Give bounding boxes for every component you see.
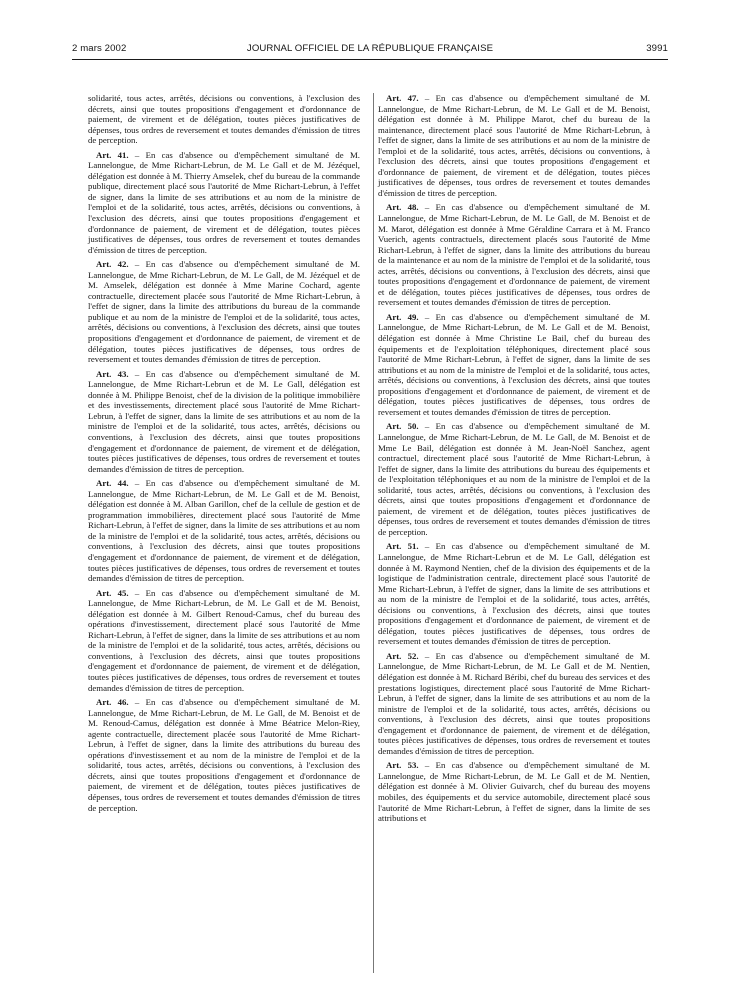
article-paragraph	[88, 478, 360, 583]
article-text: – En cas d'absence ou d'empêchement simultané de M. Lannelongue, de Mme Richart-Lebrun, de M. Le Gall, de M. Benoist et de M. Renoud-Camus, délégation est donnée à Mme Béatrice Melon-Riey, agente contractuelle, directement placée sous l'autorité de Mme Richart-Lebrun, à l'effet de signer, dans la limite des attributions du bureau des opérations d'investissement et au nom de la ministre de l'emploi et de la solidarité, tous actes, arrêtés, décisions ou conventions, à l'exclusion des décrets, ainsi que toutes propositions d'engagement et d'ordonnance de paiement, de virement et de délégation, toutes pièces justificatives de dépenses, tous ordres de reversement et toutes demandes d'émission de titres de perception.	[88, 697, 360, 813]
article-text: – En cas d'absence ou d'empêchement simultané de M. Lannelongue, de Mme Richart-Lebrun, de M. Le Gall, de M. Benoist et de M. Marot, délégation est donnée à Mme Géraldine Carrara et à M. Franco Vuerich, agents contractuels, directement placés sous l'autorité de Mme Richart-Lebrun, à l'effet de signer, dans la limite des attributions du bureau de la maintenance et au nom de la ministre de l'emploi et de la solidarité, tous actes, arrêtés, décisions ou conventions, à l'exclusion des décrets, ainsi que toutes propositions d'engagement et d'ordonnance de paiement, de virement et de délégation, toutes pièces justificatives de dépenses, tous ordres de reversement et toutes demandes d'émission de titres de perception.	[378, 202, 650, 308]
article-paragraph	[378, 651, 650, 756]
article-text: – En cas d'absence ou d'empêchement simultané de M. Lannelongue, de Mme Richart-Lebrun et de M. Le Gall, délégation est donnée à M. Raymond Nentien, chef de la division des équipements et de la logistique de l'administration centrale, directement placé sous l'autorité de Mme Richart-Lebrun, à l'effet de signer, dans la limite de ses attributions et au nom de la ministre de l'emploi et de la solidarité, tous actes, arrêtés, décisions ou conventions, à l'exclusion des décrets, ainsi que toutes propositions d'engagement et d'ordonnance de paiement, de virement et de délégation, toutes pièces justificatives de dépenses, tous ordres de reversement et toutes demandes d'émission de titres de perception.	[378, 541, 650, 647]
left-column	[88, 93, 360, 817]
article-text: – En cas d'absence ou d'empêchement simultané de M. Lannelongue, de Mme Richart-Lebrun, de M. Le Gall et de M. Benoist, délégation est donnée à M. Gilbert Renoud-Camus, chef du bureau des opérations d'investissement, directement placé sous l'autorité de Mme Richart-Lebrun, à l'effet de signer, dans la limite de ses attributions et au nom de la ministre de l'emploi et de la solidarité, tous actes, arrêtés, décisions ou conventions, à l'exclusion des décrets, ainsi que toutes propositions d'engagement et d'ordonnance de paiement, de virement et de délégation, toutes pièces justificatives de dépenses, tous ordres de reversement et toutes demandes d'émission de titres de perception.	[88, 587, 360, 693]
article-label: Art. 43.	[96, 368, 129, 379]
article-paragraph	[378, 421, 650, 537]
publication-date: 2 mars 2002	[72, 43, 127, 54]
page-number: 3991	[646, 43, 668, 54]
article-paragraph	[88, 697, 360, 813]
article-paragraph	[88, 150, 360, 255]
article-label: Art. 45.	[96, 587, 129, 598]
article-text: – En cas d'absence ou d'empêchement simultané de M. Lannelongue, de Mme Richart-Lebrun, de M. Le Gall et de M. Jézéquel, délégation est donnée à M. Thierry Amselek, chef du bureau de la commande publique, directement placé sous l'autorité de Mme Richart-Lebrun, à l'effet de signer, dans la limite de ses attributions et au nom de la ministre de l'emploi et de la solidarité, tous actes, arrêtés, décisions ou conventions, à l'exclusion des décrets, ainsi que toutes propositions d'engagement et d'ordonnance de paiement, de virement et de délégation, toutes pièces justificatives de dépenses, tous ordres de reversement et toutes demandes d'émission de titres de perception.	[88, 149, 360, 255]
article-paragraph	[378, 760, 650, 823]
article-label: Art. 49.	[386, 311, 419, 322]
article-text: solidarité, tous actes, arrêtés, décisions ou conventions, à l'exclusion des décrets, ainsi que toutes propositions d'engagement et d'ordonnance de paiement, de virement et de délégation, toutes pièces justificatives de dépenses, tous ordres de reversement et toutes demandes d'émission de titres de perception.	[88, 93, 360, 146]
article-text: – En cas d'absence ou d'empêchement simultané de M. Lannelongue, de Mme Richart-Lebrun et de M. Le Gall, délégation est donnée à M. Philippe Benoist, chef de la division de la politique immobilière et des investissements, directement placé sous l'autorité de Mme Richart-Lebrun, à l'effet de signer, dans la limite de ses attributions et au nom de la ministre de l'emploi et de la solidarité, tous actes, arrêtés, décisions ou conventions, à l'exclusion des décrets, ainsi que toutes propositions d'engagement et d'ordonnance de paiement, de virement et de délégation, toutes pièces justificatives de dépenses, tous ordres de reversement et toutes demandes d'émission de titres de perception.	[88, 368, 360, 474]
article-paragraph	[88, 93, 360, 146]
article-label: Art. 48.	[386, 202, 419, 213]
article-label: Art. 52.	[386, 650, 419, 661]
journal-title: JOURNAL OFFICIEL DE LA RÉPUBLIQUE FRANÇAISE	[246, 43, 494, 54]
article-text: – En cas d'absence ou d'empêchement simultané de M. Lannelongue, de Mme Richart-Lebrun, de M. Le Gall et de M. Benoist, délégation est donnée à Mme Christine Le Bail, chef du bureau des équipements et de l'exploitation téléphoniques, directement placé sous l'autorité de Mme Richart-Lebrun, à l'effet de signer, dans la limite de ses attributions et au nom de la ministre de l'emploi et de la solidarité, tous actes, arrêtés, décisions ou conventions, à l'exclusion des décrets, ainsi que toutes propositions d'engagement et d'ordonnance de paiement, de virement et de délégation, toutes pièces justificatives de dépenses, tous ordres de reversement et toutes demandes d'émission de titres de perception.	[378, 311, 650, 417]
article-paragraph	[88, 259, 360, 364]
article-paragraph	[88, 369, 360, 474]
article-paragraph	[378, 202, 650, 307]
article-label: Art. 42.	[96, 259, 129, 270]
article-label: Art. 44.	[96, 478, 129, 489]
article-label: Art. 53.	[386, 760, 419, 771]
article-label: Art. 50.	[386, 421, 419, 432]
article-text: – En cas d'absence ou d'empêchement simultané de M. Lannelongue, de Mme Richart-Lebrun, de M. Le Gall, de M. Jézéquel et de M. Amselek, délégation est donnée à Mme Marine Cochard, agente contractuelle, directement placée sous l'autorité de Mme Richart-Lebrun, à l'effet de signer, dans la limite des attributions du bureau de la commande publique et au nom de la ministre de l'emploi et de la solidarité, tous actes, arrêtés, décisions ou conventions, à l'exclusion des décrets, ainsi que toutes propositions d'engagement et d'ordonnance de paiement, de virement et de délégation, toutes pièces justificatives de dépenses, tous ordres de reversement et toutes demandes d'émission de titres de perception.	[88, 259, 360, 365]
article-text: – En cas d'absence ou d'empêchement simultané de M. Lannelongue, de Mme Richart-Lebrun, de M. Le Gall et de M. Benoist, délégation est donnée à M. Philippe Marot, chef du bureau de la maintenance, directement placé sous l'autorité de Mme Richart-Lebrun, à l'effet de signer, dans la limite de ses attributions et au nom de la ministre de l'emploi et de la solidarité, tous actes, arrêtés, décisions ou conventions, à l'exclusion des décrets, ainsi que toutes propositions d'engagement et d'ordonnance de paiement, de virement et de délégation, toutes pièces justificatives de dépenses, tous ordres de reversement et toutes demandes d'émission de titres de perception.	[378, 93, 650, 198]
article-paragraph	[88, 588, 360, 693]
article-paragraph	[378, 312, 650, 417]
article-label: Art. 51.	[386, 541, 419, 552]
article-label: Art. 46.	[96, 697, 129, 708]
article-text: – En cas d'absence ou d'empêchement simultané de M. Lannelongue, de Mme Richart-Lebrun, de M. Le Gall et de M. Nentien, délégation est donnée à M. Richard Béribi, chef du bureau des services et des prestations logistiques, directement placé sous l'autorité de Mme Richart-Lebrun, à l'effet de signer, dans la limite de ses attributions et au nom de la ministre de l'emploi et de la solidarité, tous actes, arrêtés, décisions ou conventions, à l'exclusion des décrets, ainsi que toutes propositions d'engagement et d'ordonnance de paiement, de virement et de délégation, toutes pièces justificatives de dépenses, tous ordres de reversement et toutes demandes d'émission de titres de perception.	[378, 650, 650, 756]
right-column	[378, 93, 650, 828]
article-label: Art. 47.	[386, 93, 419, 103]
article-label: Art. 41.	[96, 149, 129, 160]
column-divider	[373, 93, 374, 973]
article-paragraph	[378, 93, 650, 198]
page-header	[72, 37, 668, 63]
article-text: – En cas d'absence ou d'empêchement simultané de M. Lannelongue, de Mme Richart-Lebrun, de M. Le Gall et de M. Benoist, délégation est donnée à M. Alban Garillon, chef de la cellule de gestion et de programmation immobilières, directement placé sous l'autorité de Mme Richart-Lebrun, à l'effet de signer, dans la limite de ses attributions et au nom de la ministre de l'emploi et de la solidarité, tous actes, arrêtés, décisions ou conventions, à l'exclusion des décrets, ainsi que toutes propositions d'engagement et d'ordonnance de paiement, de virement et de délégation, toutes pièces justificatives de dépenses, tous ordres de reversement et toutes demandes d'émission de titres de perception.	[88, 478, 360, 584]
header-rule	[72, 59, 668, 60]
article-text: – En cas d'absence ou d'empêchement simultané de M. Lannelongue, de Mme Richart-Lebrun, de M. Le Gall, de M. Benoist et de Mme Le Bail, délégation est donnée à M. Jean-Noël Sanchez, agent contractuel, directement placé sous l'autorité de Mme Richart-Lebrun, à l'effet de signer, dans la limite des attributions du bureau des équipements et de l'exploitation téléphoniques et au nom de la ministre de l'emploi et de la solidarité, tous actes, arrêtés, décisions ou conventions, à l'exclusion des décrets, ainsi que toutes propositions d'engagement et d'ordonnance de paiement, de virement et de délégation, toutes pièces justificatives de dépenses, tous ordres de reversement et toutes demandes d'émission de titres de perception.	[378, 421, 650, 537]
article-paragraph	[378, 541, 650, 646]
article-text: – En cas d'absence ou d'empêchement simultané de M. Lannelongue, de Mme Richart-Lebrun, de M. Le Gall et de M. Nentien, délégation est donnée à M. Olivier Guivarch, chef du bureau des moyens mobiles, des équipements et du service automobile, directement placé sous l'autorité de Mme Richart-Lebrun, à l'effet de signer, dans la limite de ses attributions et	[378, 760, 650, 824]
